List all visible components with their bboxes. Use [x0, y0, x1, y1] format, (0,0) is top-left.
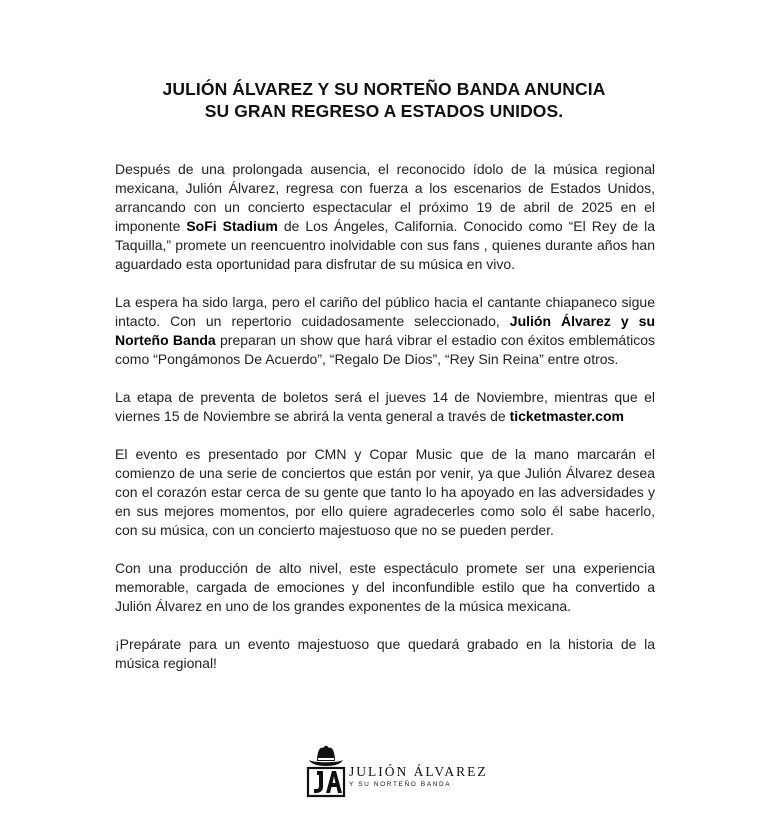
- paragraph-3-text-a: La etapa de preventa de boletos será el jueves 14 de Noviembre, mientras que el viernes 15 de Noviembre se abrirá la venta general a través de: [115, 389, 655, 424]
- document-body: [115, 160, 655, 692]
- paragraph-5: Con una producción de alto nivel, este espectáculo promete ser una experiencia memorable, cargada de emociones y del inconfundible estilo que ha convertido a Julión Álvarez en uno de los grandes exponentes de la música mexicana.: [115, 560, 655, 614]
- paragraph-2-text-a: La espera ha sido larga, pero el cariño del público hacia el cantante chiapaneco sigue intacto. Con un repertorio cuidadosamente seleccionado,: [115, 294, 655, 329]
- paragraph-1-text-a: Después de una prolongada ausencia, el reconocido ídolo de la música regional mexicana, Julión Álvarez, regresa con fuerza a los escenarios de Estados Unidos, arrancando con un concierto espectacular el próximo 19 de abril de 2025 en el imponente: [115, 161, 655, 234]
- cowboy-hat-monogram-icon: [305, 740, 347, 798]
- document-title: [80, 78, 688, 122]
- title-line-2: SU GRAN REGRESO A ESTADOS UNIDOS.: [204, 101, 564, 121]
- band-logo: [305, 740, 488, 798]
- paragraph-3: [115, 388, 655, 426]
- paragraph-2-text-c: preparan un show que hará vibrar el estadio con éxitos emblemáticos como “Pongámonos De Acuerdo”, “Regalo De Dios”, “Rey Sin Reina” entre otros.: [115, 332, 655, 367]
- title-line-1: JULIÓN ÁLVAREZ Y SU NORTEÑO BANDA ANUNCIA: [162, 79, 606, 99]
- logo-name: JULIÓN ÁLVAREZ: [349, 764, 488, 779]
- paragraph-1-text-c: de Los Ángeles, California. Conocido como “El Rey de la Taquilla,” promete un reencuentro inolvidable con sus fans , quienes durante años han aguardado esta oportunidad para disfrutar de su música en vivo.: [115, 218, 655, 272]
- paragraph-6: ¡Prepárate para un evento majestuoso que quedará grabado en la historia de la música regional!: [115, 636, 655, 671]
- ticket-site: ticketmaster.com: [509, 408, 624, 424]
- paragraph-1: [115, 160, 655, 274]
- paragraph-2: [115, 293, 655, 369]
- artist-name: Julión Álvarez y su Norteño Banda: [115, 313, 655, 348]
- logo-subtitle: Y SU NORTEÑO BANDA: [349, 781, 452, 788]
- venue-name: SoFi Stadium: [186, 218, 278, 234]
- paragraph-4: El evento es presentado por CMN y Copar Music que de la mano marcarán el comienzo de una serie de conciertos que están por venir, ya que Julión Álvarez desea con el corazón estar cerca de su gente que tanto lo ha apoyado en las adversidades y en sus mejores momentos, por ello quiere agradecerles como solo él sabe hacerlo, con su música, con un concierto majestuoso que no se pueden perder.: [115, 446, 655, 538]
